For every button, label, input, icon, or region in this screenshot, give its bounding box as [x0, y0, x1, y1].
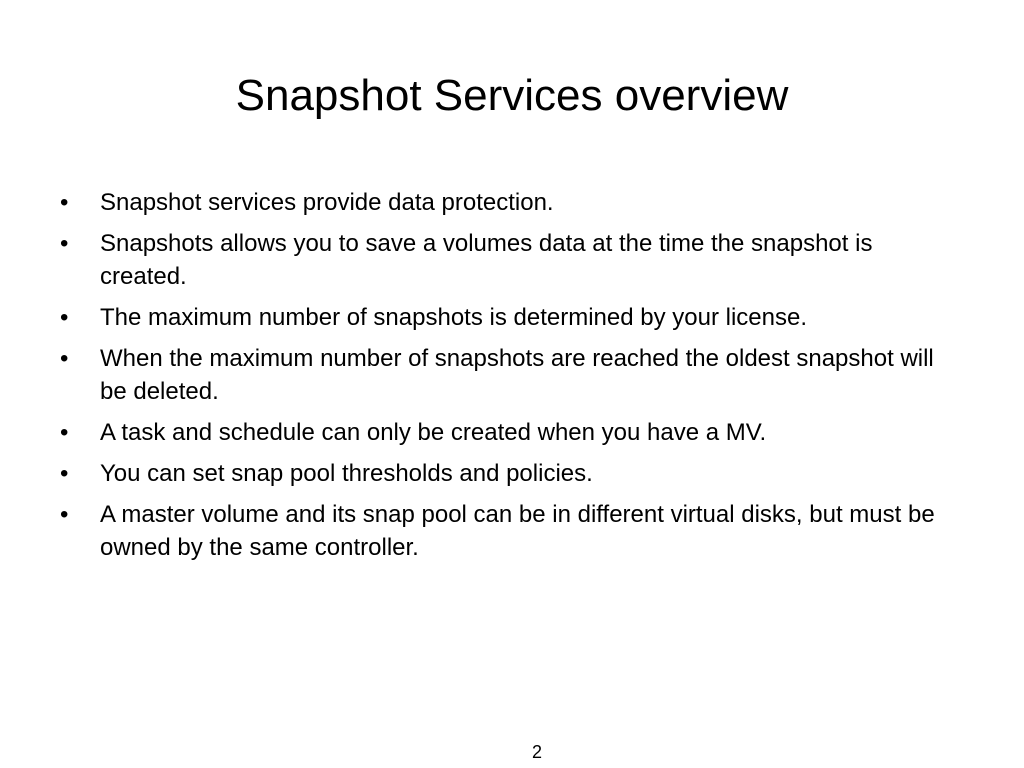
page-number: 2	[531, 742, 542, 762]
bullet-text: Snapshot services provide data protection.	[100, 189, 554, 216]
bullet-icon: •	[60, 230, 69, 257]
slide-title: Snapshot Services overview	[235, 71, 789, 120]
bullet-text: You can set snap pool thresholds and policies.	[100, 460, 593, 487]
bullet-item	[60, 301, 960, 334]
bullet-item	[60, 416, 960, 449]
bullet-icon: •	[60, 419, 69, 446]
bullet-icon: •	[60, 345, 69, 372]
bullet-icon: •	[60, 189, 69, 216]
bullet-item	[60, 227, 960, 293]
bullet-item	[60, 498, 960, 564]
bullet-icon: •	[60, 304, 69, 331]
bullet-text: A task and schedule can only be created when you have a MV.	[100, 419, 767, 446]
bullet-text: A master volume and its snap pool can be in different virtual disks, but must be owned by the same controller.	[100, 501, 935, 561]
bullet-item	[60, 457, 960, 490]
bullet-text: Snapshots allows you to save a volumes data at the time the snapshot is created.	[100, 230, 873, 290]
bullet-icon: •	[60, 501, 69, 528]
bullet-list	[60, 186, 960, 572]
bullet-item	[60, 342, 960, 408]
bullet-item	[60, 186, 960, 219]
bullet-icon: •	[60, 460, 69, 487]
bullet-text: The maximum number of snapshots is determined by your license.	[100, 304, 807, 331]
bullet-text: When the maximum number of snapshots are reached the oldest snapshot will be deleted.	[100, 345, 934, 405]
